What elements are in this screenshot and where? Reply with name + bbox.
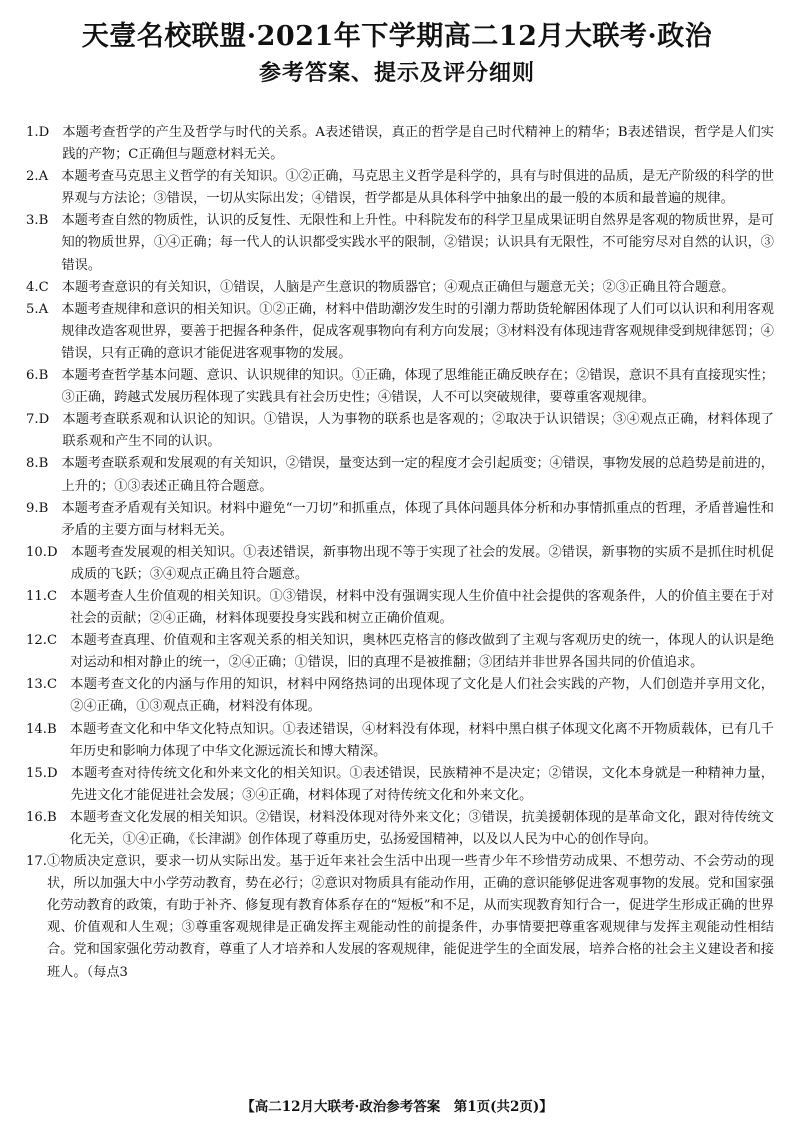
answer-text: 本题考查哲学基本问题、意识、认识规律的知识。①正确，体现了思维能正确反映存在；②错误，意识不具有直接现实性；③正确，跨越式发展历程体现了实践具有社会历史性；④错误，人不可以突破规律，要尊重客观规律。 bbox=[61, 368, 774, 406]
answer-text: 本题考查意识的有关知识，①错误，人脑是产生意识的物质器官；④观点正确但与题意无关；②③正确且符合题意。 bbox=[61, 279, 735, 295]
answer-item bbox=[26, 277, 774, 299]
answer-number: 14.B bbox=[26, 721, 70, 737]
answer-text: 本题考查文化发展的相关知识。②错误，材料没体现对待外来文化；③错误，抗美援朝体现的是革命文化，跟对待传统文化无关，①④正确，《长津湖》创作体现了尊重历史，弘扬爱国精神，以及以人民为中心的创作导向。 bbox=[69, 809, 774, 847]
answer-text: 本题考查矛盾观有关知识。材料中避免“一刀切”和抓重点，体现了具体问题具体分析和办事情抓重点的哲理，矛盾普遍性和矛盾的主要方面与材料无关。 bbox=[61, 500, 774, 538]
answer-item bbox=[26, 498, 774, 542]
answer-text: 本题考查发展观的相关知识。①表述错误，新事物出现不等于实现了社会的发展。②错误，新事物的实质不是抓住时机促成质的飞跃；③④观点正确且符合题意。 bbox=[70, 544, 774, 582]
answer-item bbox=[26, 542, 774, 586]
answer-item bbox=[26, 763, 774, 807]
answer-text: 本题考查马克思主义哲学的有关知识。①②正确，马克思主义哲学是科学的，具有与时俱进的品质，是无产阶级的科学的世界观与方法论；③错误，一切从实际出发；④错误，哲学都是从具体科学中抽象出的最一般的本质和最普遍的规律。 bbox=[61, 169, 774, 207]
answer-text: 本题考查真理、价值观和主客观关系的相关知识，奥林匹克格言的修改做到了主观与客观历史的统一，体现人的认识是绝对运动和相对静止的统一，②④正确；①错误，旧的真理不是被推翻；③团结并非世界各国共同的价值追求。 bbox=[70, 633, 774, 671]
answer-text: 本题考查哲学的产生及哲学与时代的关系。A表述错误，真正的哲学是自己时代精神上的精华；B表述错误，哲学是人们实践的产物；C正确但与题意材料无关。 bbox=[62, 125, 774, 163]
answer-number: 13.C bbox=[26, 677, 71, 693]
answer-number: 3.B bbox=[26, 213, 62, 229]
answer-number: 11.C bbox=[26, 588, 71, 604]
answer-item bbox=[26, 807, 774, 851]
answer-number: 12.C bbox=[26, 633, 71, 649]
answer-item bbox=[26, 210, 774, 276]
page-footer: 【高二12月大联考·政治参考答案 第1页(共2页)】 bbox=[241, 1099, 553, 1115]
answer-text: 本题考查联系观和认识论的知识。①错误，人为事物的联系也是客观的；②取决于认识错误；③④观点正确，材料体现了联系观和产生不同的认识。 bbox=[62, 412, 774, 450]
answer-item bbox=[26, 299, 774, 365]
answer-item bbox=[26, 630, 774, 674]
answer-number: 1.D bbox=[26, 125, 63, 140]
answer-item bbox=[26, 365, 774, 409]
answer-text: 本题考查规律和意识的相关知识。①②正确，材料中借助潮汐发生时的引潮力帮助货轮解困体现了人们可以认识和利用客观规律改造客观世界，要善于把握各种条件，促成客观事物向有利方向发展；③材料没有体现违背客观规律受到规律惩罚；④错误，只有正确的意识才能促进客观事物的发展。 bbox=[61, 301, 774, 361]
page-subtitle: 参考答案、提示及评分细则 bbox=[258, 60, 535, 86]
answer-number: 7.D bbox=[26, 412, 63, 428]
answer-number: 10.D bbox=[26, 544, 71, 560]
answer-item bbox=[26, 166, 774, 210]
answer-item bbox=[26, 122, 774, 166]
answer-item bbox=[26, 674, 774, 718]
answer-number: 2.A bbox=[26, 169, 62, 185]
answer-number: 6.B bbox=[26, 368, 62, 384]
answer-item bbox=[26, 586, 774, 630]
answer-number: 8.B bbox=[26, 456, 62, 472]
answer-number: 17. bbox=[26, 854, 47, 870]
answer-text: 本题考查文化的内涵与作用的知识，材料中网络热词的出现体现了文化是人们社会实践的产物，人们创造并享用文化，②④正确，①③观点正确，材料没有体现。 bbox=[70, 677, 774, 715]
answer-text: 本题考查人生价值观的相关知识。①③错误，材料中没有强调实现人生价值中社会提供的客观条件，人的价值主要在于对社会的贡献；②④正确，材料体现要投身实践和树立正确价值观。 bbox=[70, 588, 774, 627]
answer-number: 15.D bbox=[26, 765, 71, 781]
answer-text: 本题考查文化和中华文化特点知识。①表述错误，④材料没有体现，材料中黑白棋子体现文化离不开物质载体，已有几千年历史和影响力体现了中华文化源远流长和博大精深。 bbox=[69, 721, 774, 759]
answer-item bbox=[26, 851, 774, 984]
answer-item bbox=[26, 719, 774, 763]
answer-number: 9.B bbox=[26, 500, 62, 516]
answer-text: 本题考查对待传统文化和外来文化的相关知识。①表述错误，民族精神不是决定；②错误，文化本身就是一种精神力量，先进文化才能促进社会发展；③④正确，材料体现了对待传统文化和外来文化。 bbox=[70, 765, 774, 803]
answer-number: 4.C bbox=[26, 279, 62, 295]
answer-text: ①物质决定意识，要求一切从实际出发。基于近年来社会生活中出现一些青少年不珍惜劳动成果、不想劳动、不会劳动的现状，所以加强大中小学劳动教育，势在必行；②意识对物质具有能动作用，正确的意识能够促进客观事物的发展。党和国家强化劳动教育的政策，有助于补齐、修复现有教育体系存在的“短板”和不足，从而实现教育知行合一，促进学生形成正确的世界观、价值观和人生观；③尊重客观规律是正确发挥主观能动性的前提条件，办事情要把尊重客观规律与发挥主观能动性相结合。党和国家强化劳动教育，尊重了人才培养和人发展的客观规律，能促进学生的全面发展，培养合格的社会主义建设者和接班人。（每点3 bbox=[46, 854, 774, 980]
answer-item bbox=[26, 453, 774, 497]
page-title: 天壹名校联盟·2021年下学期高二12月大联考·政治 bbox=[81, 21, 713, 52]
answer-number: 16.B bbox=[26, 809, 70, 825]
answer-number: 5.A bbox=[26, 301, 62, 317]
answer-item bbox=[26, 409, 774, 453]
answer-list bbox=[26, 122, 774, 984]
answer-text: 本题考查联系观和发展观的有关知识，②错误，量变达到一定的程度才会引起质变；④错误，事物发展的总趋势是前进的，上升的；①③表述正确且符合题意。 bbox=[61, 456, 774, 494]
answer-text: 本题考查自然的物质性，认识的反复性、无限性和上升性。中科院发布的科学卫星成果证明自然界是客观的物质世界，是可知的物质世界，①④正确；每一代人的认识都受实践水平的限制，②错误；认识具有无限性，不可能穷尽对自然的认识，③错误。 bbox=[61, 213, 774, 273]
